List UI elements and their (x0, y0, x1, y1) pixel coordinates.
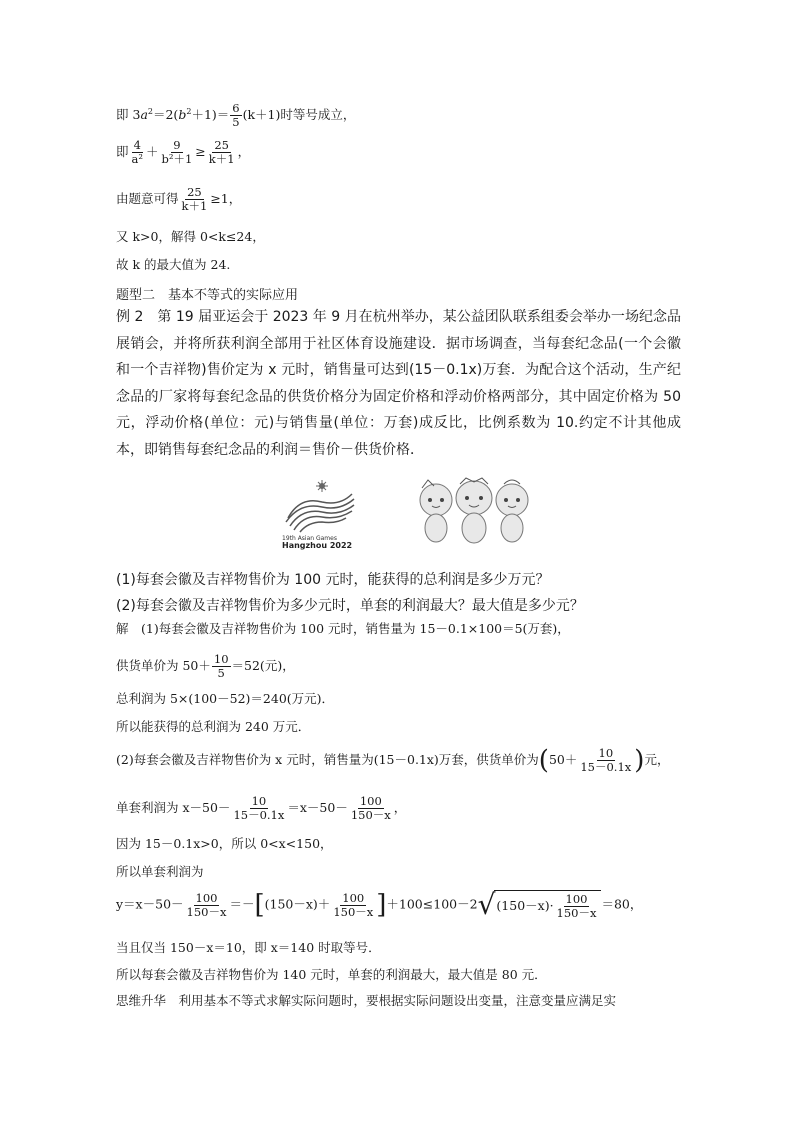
solution-line-7: 因为 15－0.1x>0，所以 0<x<150， (116, 836, 333, 851)
question-1: (1)每套会徽及吉祥物售价为 100 元时，能获得的总利润是多少万元？ (116, 572, 550, 588)
fraction: $\frac{100}{150-x}$ (556, 892, 597, 920)
summary-line: 思维升华 利用基本不等式求解实际问题时，要根据实际问题设出变量，注意变量应满足实 (116, 993, 617, 1008)
inequality-line: 即 $\frac{4}{\text{a²}}$ ＋ $\frac{9}{\text{b²＋1}}$ ≥ $\frac{25}{k+1}$ ， (116, 138, 251, 166)
fraction: $\frac{100}{150-x}$ (186, 890, 227, 919)
fraction: $\frac{10}{5}$ (213, 652, 229, 680)
square-root: √ (150－x)· $\frac{100}{150-x}$ (478, 890, 602, 920)
solution-line-3: 总利润为 5×(100－52)＝240(万元)． (116, 691, 335, 706)
fraction: $\frac{25}{k+1}$ (208, 138, 235, 166)
solution-line-9: y＝x－50－ $\frac{100}{150-x}$ ＝－[(150－x)＋ $\frac{100}{150-x}$ ]＋100≤100－2 √ (150－x)· $\frac{100}{150-x}$ ＝80， (116, 888, 643, 921)
fraction: $\frac{4}{\text{a²}}$ (131, 138, 143, 166)
solution-line-5: (2)每套会徽及吉祥物售价为 x 元时，销售量为(15－0.1x)万套，供货单价为(50＋ $\frac{10}{15-0.1x}$ )元， (116, 745, 670, 776)
solve-k-line: 又 k>0，解得 0<k≤24， (116, 229, 265, 244)
fraction: $\frac{100}{150-x}$ (333, 890, 374, 919)
solution-line-10: 当且仅当 150－x＝10，即 x＝140 时取等号． (116, 940, 381, 955)
fraction: $\frac{100}{150-x}$ (350, 794, 391, 822)
section-heading: 题型二 基本不等式的实际应用 (116, 288, 299, 303)
solution-line-8: 所以单套利润为 (116, 864, 204, 879)
logo-line1: 19th Asian Games (282, 535, 337, 542)
mascots-image (414, 476, 536, 548)
solution-line-4: 所以能获得的总利润为 240 万元． (116, 719, 311, 734)
fraction: $\frac{10}{15-0.1x}$ (580, 746, 632, 774)
question-2: (2)每套会徽及吉祥物售价为多少元时，单套的利润最大？最大值是多少元？ (116, 598, 584, 614)
solution-line-2: 供货单价为 50＋ $\frac{10}{5}$ ＝52(元)， (116, 652, 295, 680)
condition-line: 由题意可得 $\frac{25}{k+1}$ ≥1， (116, 185, 242, 213)
solution-line-6: 单套利润为 x－50－ $\frac{10}{15-0.1x}$ ＝x－50－ $\frac{100}{150-x}$ ， (116, 794, 407, 822)
k-max-line: 故 k 的最大值为 24. (116, 257, 231, 272)
fraction: $\frac{6}{5}$ (232, 101, 240, 129)
logo-line2: Hangzhou 2022 (282, 541, 353, 550)
equality-condition-line: 即 $3a^2=2(b^2+1)=$ $\frac{6}{5}$ (k＋1)时等号成立， (116, 101, 356, 129)
fraction: $\frac{25}{k+1}$ (181, 185, 208, 213)
fraction: $\frac{10}{15-0.1x}$ (233, 794, 285, 822)
fraction: $\frac{9}{\text{b²＋1}}$ (161, 138, 193, 166)
solution-line-11: 所以每套会徽及吉祥物售价为 140 元时，单套的利润最大，最大值是 80 元． (116, 967, 547, 982)
example-paragraph: 例 2 第 19 届亚运会于 2023 年 9 月在杭州举办，某公益团队联系组委会举办一场纪念品展销会，并将所获利润全部用于社区体育设施建设．据市场调查，当每套纪念品(一个会徽和一个吉祥物)售价定为 x 元时，销售量可达到(15－0.1x)万套．为配合这个活动，生产纪念品的厂家将每套纪念品的供货价格分为固定价格和浮动价格两部分，其中固定价格为 50 元，浮动价格(单位：元)与销售量(单位：万套)成反比，比例系数为 10.约定不计其他成本，即销售每套纪念品的利润＝售价－供货价格． (116, 309, 681, 458)
solution-line-1: 解 (1)每套会徽及吉祥物售价为 100 元时，销售量为 15－0.1×100＝5(万套)， (116, 621, 570, 636)
asian-games-logo (270, 478, 376, 550)
